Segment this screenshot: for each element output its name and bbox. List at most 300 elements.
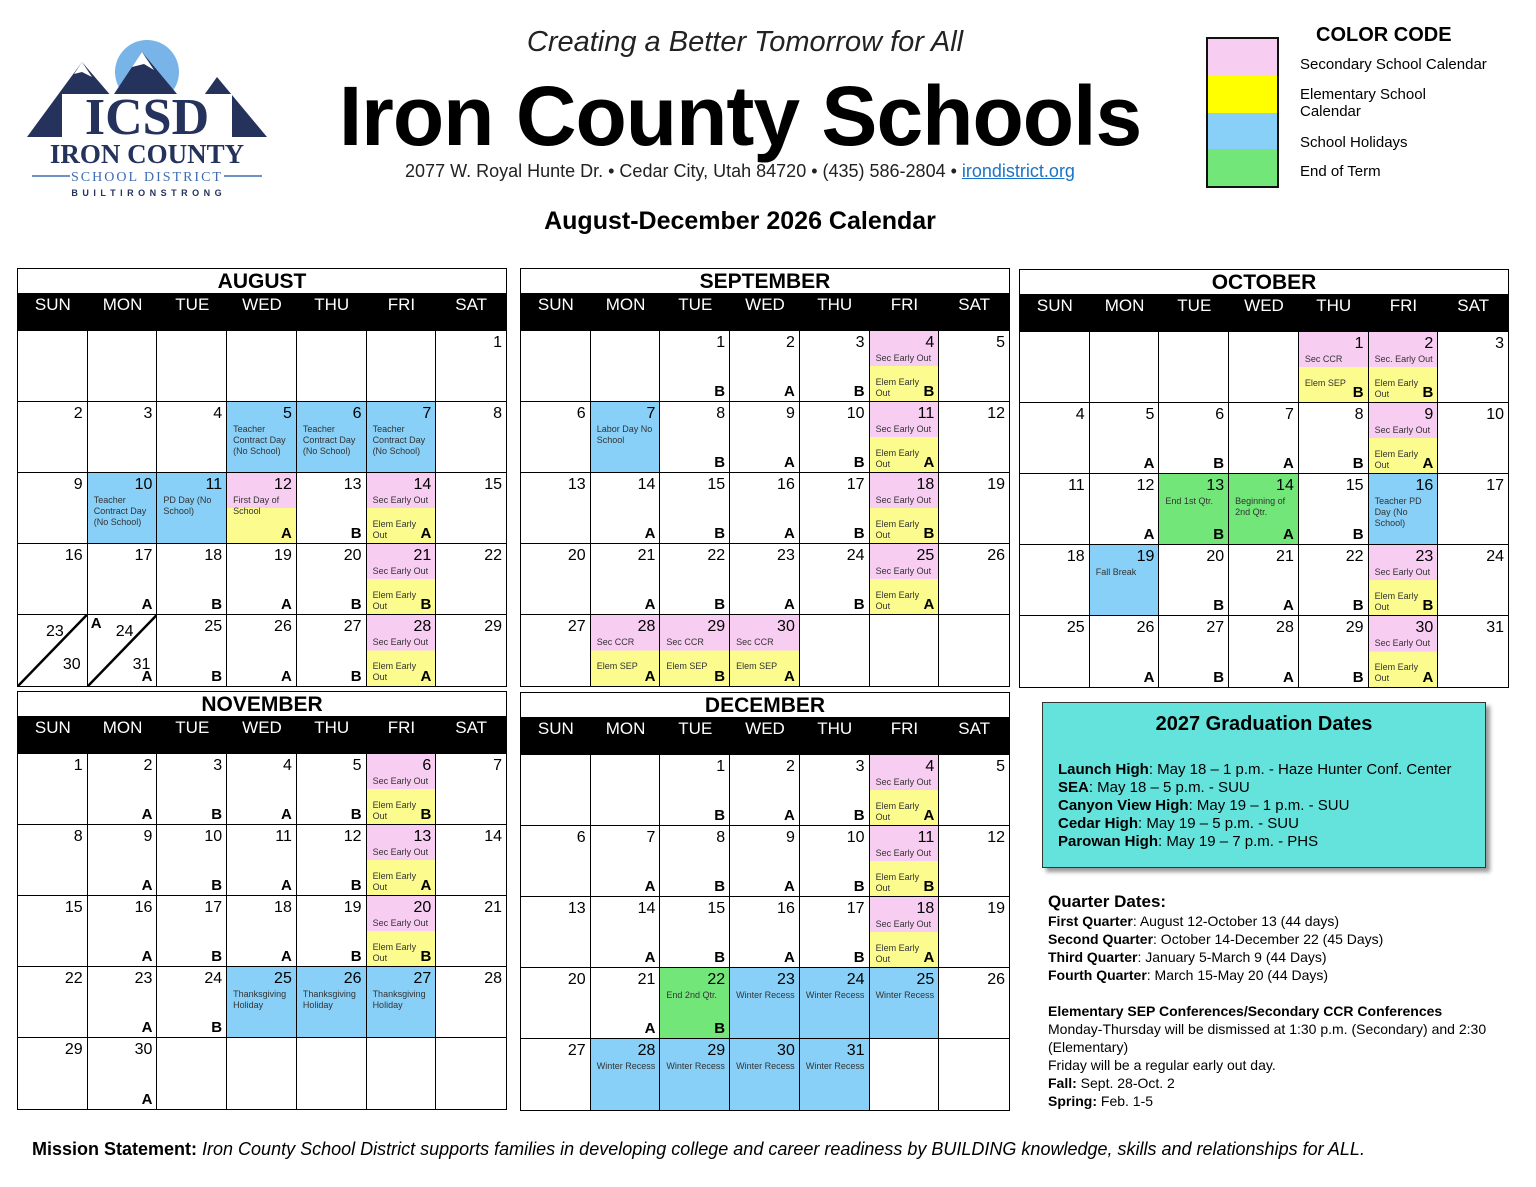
- day-cell: [1229, 403, 1299, 474]
- ab-day-label: A: [923, 807, 935, 824]
- weekday-label: THU: [314, 718, 350, 737]
- day-cell: [1229, 545, 1299, 616]
- day-cell: [1438, 616, 1508, 687]
- day-number: 10: [1486, 406, 1504, 423]
- day-number: 17: [846, 900, 865, 917]
- graduation-item: [1058, 833, 1451, 851]
- day-note: Elem Early Out: [875, 519, 920, 540]
- day-number: 29: [64, 1041, 83, 1058]
- day-number: 24: [204, 970, 223, 987]
- day-cell: [88, 967, 158, 1038]
- day-number: 14: [484, 828, 502, 845]
- ab-day-label: A: [281, 877, 292, 894]
- spring-label: Spring:: [1048, 1093, 1097, 1109]
- day-number: 30: [134, 1041, 153, 1058]
- weekday-label: FRI: [387, 718, 416, 737]
- day-cell: [227, 615, 297, 686]
- ab-day-label: A: [281, 806, 292, 823]
- ab-day-label: A: [141, 948, 153, 965]
- day-note: Fall Break: [1095, 567, 1137, 577]
- quarter-item: [1048, 912, 1518, 930]
- day-cell: [297, 331, 367, 402]
- weekday-label: FRI: [387, 295, 416, 314]
- day-number: 23: [777, 547, 795, 564]
- ab-day-label: B: [420, 596, 432, 613]
- day-cell: [367, 331, 437, 402]
- day-number: 26: [987, 971, 1005, 988]
- day-number: 19: [343, 899, 362, 916]
- day-cell: [1299, 616, 1369, 687]
- ab-day-label: A: [420, 668, 432, 685]
- day-number: 4: [282, 757, 292, 774]
- ab-day-label: A: [141, 1019, 153, 1036]
- ab-day-label: A: [1143, 526, 1155, 543]
- graduation-school: Parowan High: [1058, 833, 1159, 850]
- day-number: 22: [707, 971, 726, 988]
- day-number: 28: [1276, 619, 1294, 636]
- day-number: 2: [73, 405, 83, 422]
- color-code-label: Elementary School Calendar: [1300, 86, 1426, 120]
- ab-day-label: A: [141, 1091, 153, 1108]
- day-cell: [88, 331, 158, 402]
- day-cell: [297, 825, 367, 896]
- day-note: Sec Early Out: [372, 566, 429, 576]
- weekday-label: TUE: [1177, 296, 1212, 315]
- day-note: Labor Day No School: [596, 424, 653, 445]
- day-cell: [939, 473, 1009, 544]
- day-cell: [870, 331, 940, 402]
- day-number: 8: [73, 828, 83, 845]
- weekday-label: WED: [1244, 296, 1284, 315]
- day-note: Sec Early Out: [1374, 638, 1431, 648]
- day-number: 25: [204, 618, 223, 635]
- day-number: 18: [916, 476, 935, 493]
- day-note: Sec Early Out: [372, 776, 429, 786]
- day-note: Elem Early Out: [1374, 662, 1419, 683]
- weekday-label: SAT: [455, 295, 488, 314]
- day-number: 4: [925, 758, 935, 775]
- day-number: 19: [987, 900, 1005, 917]
- ab-day-label: B: [1213, 597, 1225, 614]
- logo-line1: IRON COUNTY: [49, 139, 245, 169]
- weekday-label: MON: [102, 295, 143, 314]
- day-number: 3: [143, 405, 153, 422]
- ab-day-label: A: [644, 1020, 656, 1037]
- day-number: 7: [493, 757, 502, 774]
- conference-fall: [1048, 1074, 1518, 1092]
- weekday-label: WED: [745, 295, 785, 314]
- day-number: 25: [1066, 619, 1085, 636]
- weekday-label: SUN: [34, 295, 71, 314]
- day-cell: [591, 402, 661, 473]
- weekday-label: FRI: [1389, 296, 1418, 315]
- day-cell: [1090, 616, 1160, 687]
- day-cell: [88, 825, 158, 896]
- day-note: Elem SEP: [736, 661, 778, 671]
- day-note: Thanksgiving Holiday: [372, 989, 426, 1010]
- day-number: 5: [996, 334, 1005, 351]
- day-number: 18: [1066, 548, 1085, 565]
- day-cell: [730, 331, 800, 402]
- district-logo: [22, 32, 272, 202]
- day-number: 27: [413, 970, 432, 987]
- tagline: Creating a Better Tomorrow for All: [526, 26, 964, 58]
- day-cell: [521, 331, 591, 402]
- ab-day-label: B: [350, 806, 362, 823]
- day-number: 22: [64, 970, 83, 987]
- ab-day-label: B: [211, 948, 223, 965]
- quarter-detail: : January 5-March 9 (44 Days): [1137, 949, 1327, 965]
- day-number: 2: [143, 757, 153, 774]
- day-number: 1: [73, 757, 83, 774]
- ab-day-label: A: [644, 668, 656, 685]
- day-cell: [800, 473, 870, 544]
- day-cell: [939, 544, 1009, 615]
- day-number: 6: [576, 405, 586, 422]
- swatch-elementary: [1208, 76, 1277, 113]
- ab-day-label: B: [211, 877, 223, 894]
- day-number: 30: [1415, 619, 1434, 636]
- day-number: 25: [916, 971, 935, 988]
- day-cell: [870, 1039, 940, 1110]
- ab-day-label: B: [853, 454, 865, 471]
- day-number: 8: [716, 405, 726, 422]
- day-cell: [1229, 616, 1299, 687]
- ab-day-label: A: [784, 454, 795, 471]
- ab-day-label: B: [1352, 384, 1364, 401]
- quarter-label: Third Quarter: [1048, 949, 1138, 965]
- day-number: 9: [785, 405, 795, 422]
- day-cell: [800, 755, 870, 826]
- day-note: PD Day (No School): [163, 495, 212, 516]
- day-number: 1: [1354, 335, 1364, 352]
- ab-day-label: A: [784, 525, 795, 542]
- day-note: Teacher Contract Day (No School): [302, 424, 356, 456]
- day-cell: [297, 967, 367, 1038]
- day-note: Sec Early Out: [372, 637, 429, 647]
- weekday-header: [521, 293, 1009, 331]
- ab-day-label: B: [714, 949, 726, 966]
- calendar-november: [17, 691, 507, 1110]
- day-note: Sec Early Out: [875, 495, 932, 505]
- weekday-label: THU: [314, 295, 350, 314]
- day-number: 24: [846, 547, 865, 564]
- day-cell: [88, 615, 158, 686]
- day-note: Sec Early Out: [875, 566, 932, 576]
- day-note: Elem Early Out: [372, 871, 417, 892]
- day-cell: [939, 615, 1009, 686]
- day-note: Elem Early Out: [875, 943, 920, 964]
- day-cell: [436, 331, 506, 402]
- day-number: 7: [1284, 406, 1294, 423]
- day-number: 19: [274, 547, 292, 564]
- day-cell: [1299, 474, 1369, 545]
- day-number: 30: [777, 618, 795, 635]
- day-cell: [367, 967, 437, 1038]
- day-number: 29: [707, 1042, 726, 1059]
- graduation-school: Launch High: [1058, 761, 1149, 778]
- graduation-list: [1058, 761, 1451, 851]
- day-number: 1: [716, 758, 726, 775]
- day-cell: [730, 402, 800, 473]
- day-cell: [367, 896, 437, 967]
- weekday-label: TUE: [678, 719, 713, 738]
- day-cell: [939, 331, 1009, 402]
- day-cell: [1229, 474, 1299, 545]
- day-number: 11: [275, 828, 292, 845]
- ab-day-label: A: [644, 949, 656, 966]
- ab-day-label: B: [1352, 455, 1364, 472]
- weekday-label: SUN: [537, 719, 574, 738]
- day-number: 23: [777, 971, 795, 988]
- day-cell: [870, 968, 940, 1039]
- weekday-label: MON: [605, 295, 646, 314]
- day-number: 21: [637, 971, 656, 988]
- day-cell: [800, 1039, 870, 1110]
- day-cell: [297, 1038, 367, 1109]
- day-cell: [939, 968, 1009, 1039]
- day-cell: [227, 331, 297, 402]
- weekday-label: TUE: [175, 295, 210, 314]
- ab-day-label: B: [853, 878, 865, 895]
- quarter-detail: : March 15-May 20 (44 Days): [1146, 967, 1329, 983]
- calendar-october: [1019, 269, 1509, 688]
- day-number: 12: [1136, 477, 1155, 494]
- day-number: 17: [1486, 477, 1504, 494]
- day-note: Elem Early Out: [875, 872, 920, 893]
- day-number: 28: [637, 1042, 656, 1059]
- spring-dates: Feb. 1-5: [1097, 1093, 1154, 1109]
- swatch-holidays: [1208, 113, 1277, 150]
- day-note: Elem SEP: [666, 661, 708, 671]
- day-number: 6: [576, 829, 586, 846]
- mission-label: Mission Statement:: [32, 1139, 198, 1159]
- day-note: Winter Recess: [596, 1061, 656, 1071]
- quarter-detail: : August 12-October 13 (44 days): [1132, 913, 1340, 929]
- day-note: Sec CCR: [736, 637, 774, 647]
- day-cell: [227, 402, 297, 473]
- ab-day-label: B: [420, 948, 432, 965]
- weekday-label: THU: [1316, 296, 1352, 315]
- day-cell: [730, 897, 800, 968]
- weekday-label: SAT: [958, 295, 991, 314]
- ab-day-label: A: [644, 596, 656, 613]
- month-grid: [1020, 332, 1508, 687]
- day-cell: [730, 1039, 800, 1110]
- day-cell: [1020, 403, 1090, 474]
- ab-day-label: A: [923, 454, 935, 471]
- day-cell: [227, 1038, 297, 1109]
- day-cell: [227, 967, 297, 1038]
- day-cell: [88, 544, 158, 615]
- day-cell: [18, 754, 88, 825]
- color-code-label: School Holidays: [1300, 134, 1408, 151]
- day-number: 16: [777, 476, 795, 493]
- ab-day-label: B: [853, 525, 865, 542]
- day-note: Winter Recess: [736, 990, 795, 1000]
- graduation-detail: : May 19 – 7 p.m. - PHS: [1158, 833, 1319, 850]
- day-number: 22: [484, 547, 502, 564]
- day-cell: [367, 754, 437, 825]
- weekday-label: THU: [817, 295, 853, 314]
- day-number: 21: [484, 899, 502, 916]
- ab-day-label: B: [1422, 597, 1434, 614]
- day-number: 8: [1354, 406, 1364, 423]
- day-cell: [367, 1038, 437, 1109]
- day-cell: [1438, 403, 1508, 474]
- day-cell: [18, 402, 88, 473]
- quarter-label: Second Quarter: [1048, 931, 1154, 947]
- ab-day-label: B: [714, 878, 726, 895]
- day-note: Sec Early Out: [1374, 567, 1431, 577]
- day-cell: [730, 473, 800, 544]
- ab-day-label: B: [350, 668, 362, 685]
- address-line: [330, 161, 1150, 182]
- day-number: 16: [134, 899, 153, 916]
- ab-day-label: A: [784, 949, 795, 966]
- day-cell: [1159, 545, 1229, 616]
- day-cell: [436, 754, 506, 825]
- day-note: Thanksgiving Holiday: [302, 989, 356, 1010]
- day-note: Elem SEP: [1304, 378, 1346, 388]
- ab-day-label: A: [420, 525, 432, 542]
- ab-day-label: B: [714, 454, 726, 471]
- weekday-label: SUN: [537, 295, 574, 314]
- graduation-school: Canyon View High: [1058, 797, 1189, 814]
- day-cell: [18, 896, 88, 967]
- day-note: Elem Early Out: [372, 942, 417, 963]
- day-number: 9: [143, 828, 153, 845]
- day-cell: [297, 544, 367, 615]
- day-cell: [800, 968, 870, 1039]
- weekday-label: FRI: [890, 295, 919, 314]
- swatch-end-of-term: [1208, 149, 1277, 186]
- day-number: 25: [274, 970, 292, 987]
- day-number: 27: [1206, 619, 1225, 636]
- day-number: 6: [352, 405, 362, 422]
- day-cell: [660, 473, 730, 544]
- day-cell: [800, 544, 870, 615]
- day-cell: [870, 615, 940, 686]
- day-number: 28: [637, 618, 656, 635]
- day-number: 23: [1415, 548, 1434, 565]
- day-cell: [157, 544, 227, 615]
- website-link[interactable]: irondistrict.org: [961, 161, 1075, 181]
- day-cell: [939, 402, 1009, 473]
- day-note: Sec Early Out: [875, 848, 932, 858]
- day-cell: [1159, 616, 1229, 687]
- day-note: Winter Recess: [875, 990, 935, 1000]
- day-cell: [939, 1039, 1009, 1110]
- day-cell: [660, 1039, 730, 1110]
- graduation-detail: : May 18 – 5 p.m. - SUU: [1088, 779, 1250, 796]
- day-note: Elem Early Out: [372, 590, 417, 611]
- day-number: 10: [846, 829, 865, 846]
- day-number: 13: [567, 476, 586, 493]
- ab-day-label: B: [1352, 669, 1364, 686]
- day-number: 12: [987, 405, 1005, 422]
- day-cell: [800, 826, 870, 897]
- weekday-header: [521, 717, 1009, 755]
- day-note: Elem Early Out: [372, 519, 417, 540]
- conference-line2: Friday will be a regular early out day.: [1048, 1057, 1276, 1073]
- weekday-label: MON: [1104, 296, 1145, 315]
- day-note: Sec Early Out: [372, 918, 429, 928]
- day-number: 22: [1345, 548, 1364, 565]
- day-number: 20: [1206, 548, 1225, 565]
- day-cell: [367, 825, 437, 896]
- day-number: 8: [493, 405, 502, 422]
- day-cell: [521, 1039, 591, 1110]
- day-number: 31: [846, 1042, 865, 1059]
- day-cell: [800, 402, 870, 473]
- day-number: 17: [204, 899, 223, 916]
- ab-day-label: B: [853, 949, 865, 966]
- day-number: 5: [282, 405, 292, 422]
- day-cell: [88, 473, 158, 544]
- ab-day-label: A: [141, 596, 153, 613]
- day-note: Elem Early Out: [372, 661, 417, 682]
- day-cell: [18, 825, 88, 896]
- day-note: Winter Recess: [736, 1061, 795, 1071]
- ab-day-label: A: [1422, 669, 1434, 686]
- ab-day-label: A: [784, 878, 795, 895]
- day-cell: [591, 755, 661, 826]
- mission-statement: [32, 1139, 1365, 1160]
- graduation-item: [1058, 797, 1451, 815]
- ab-day-label: B: [714, 1020, 726, 1037]
- day-number: 25: [916, 547, 935, 564]
- day-number: 15: [1345, 477, 1364, 494]
- day-cell: [18, 967, 88, 1038]
- ab-day-label: B: [714, 383, 726, 400]
- day-number: 20: [567, 547, 586, 564]
- day-note: Sec Early Out: [875, 919, 932, 929]
- day-cell: [1159, 332, 1229, 403]
- ab-day-label: B: [211, 1019, 223, 1036]
- fall-label: Fall:: [1048, 1075, 1077, 1091]
- mission-text: Iron County School District supports families in developing college and career readiness by BUILDING knowledge, skills and relationships for ALL.: [197, 1139, 1365, 1159]
- month-name: AUGUST: [217, 270, 307, 293]
- day-note: Teacher PD Day (No School): [1374, 496, 1422, 528]
- day-number: 20: [413, 899, 432, 916]
- ab-day-label: B: [853, 807, 865, 824]
- quarter-dates: [1048, 893, 1518, 1110]
- day-note: Winter Recess: [805, 990, 865, 1000]
- day-note: Elem Early Out: [1374, 378, 1419, 399]
- color-code-title: COLOR CODE: [1316, 24, 1452, 46]
- ab-day-label: A: [141, 877, 153, 894]
- day-number: 26: [987, 547, 1005, 564]
- ab-day-label: B: [923, 525, 935, 542]
- day-number: 3: [855, 334, 865, 351]
- day-cell: [800, 615, 870, 686]
- day-number: 27: [567, 1042, 586, 1059]
- day-cell: [1299, 332, 1369, 403]
- graduation-title: 2027 Graduation Dates: [1155, 713, 1373, 735]
- day-number: 12: [343, 828, 362, 845]
- day-cell: [591, 331, 661, 402]
- day-number: 9: [785, 829, 795, 846]
- weekday-label: WED: [745, 719, 785, 738]
- ab-day-label: A: [1143, 455, 1155, 472]
- org-name: Iron County Schools: [338, 69, 1142, 163]
- day-number: 20: [343, 547, 362, 564]
- day-number: 13: [343, 476, 362, 493]
- day-number: 14: [1276, 477, 1294, 494]
- ab-day-label: A: [784, 383, 795, 400]
- quarter-item: [1048, 930, 1518, 948]
